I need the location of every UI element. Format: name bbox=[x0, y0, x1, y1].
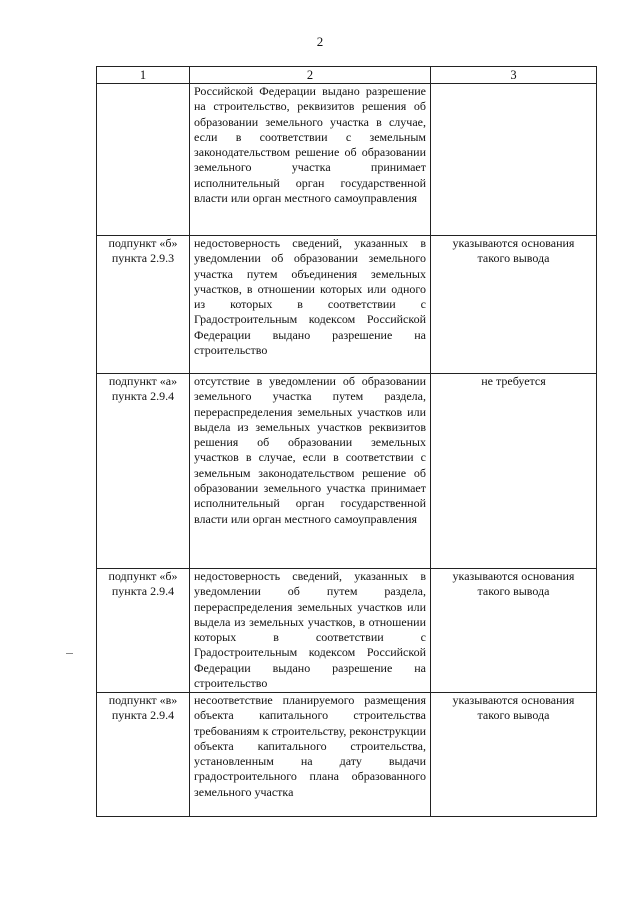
row-text-cell: недостоверность сведений, указанных в уведомлении об образовании земельного участка путем объединения земельных участков, в отношении которых или одного из которых в соответствии с Градостроительным кодексом Российской Федерации выдано разрешение на строительство bbox=[190, 236, 431, 374]
row-reference-cell bbox=[97, 84, 190, 236]
scan-artifact-mark bbox=[66, 653, 73, 654]
row-text-cell: несоответствие планируемого размещения объекта капитального строительства требованиям к строительству, реконструкции объекта капитального строительства, установленным на дату выдачи градостроительного плана образованного земельного участка bbox=[190, 693, 431, 817]
column-header-3: 3 bbox=[431, 67, 597, 84]
row-reference-cell: подпункт «б» пункта 2.9.4 bbox=[97, 569, 190, 693]
row-reference-cell: подпункт «в» пункта 2.9.4 bbox=[97, 693, 190, 817]
column-number-header-row bbox=[97, 67, 597, 84]
row-basis-cell bbox=[431, 84, 597, 236]
row-basis-cell: не требуется bbox=[431, 374, 597, 569]
row-text-cell: недостоверность сведений, указанных в уведомлении об путем раздела, перераспределения земельных участков или выдела из земельных участков, в отношении которых в соответствии с Градостроительным кодексом Российской Федерации выдано разрешение на строительство bbox=[190, 569, 431, 693]
row-reference-cell: подпункт «б» пункта 2.9.3 bbox=[97, 236, 190, 374]
table-row bbox=[97, 84, 597, 236]
row-text-cell: Российской Федерации выдано разрешение на строительство, реквизитов решения об образовании земельного участка в случае, если в соответствии с земельным законодательством решение об образовании земельного участка принимает исполнительный орган государственной власти или орган местного самоуправления bbox=[190, 84, 431, 236]
row-reference-cell: подпункт «а» пункта 2.9.4 bbox=[97, 374, 190, 569]
table-row bbox=[97, 569, 597, 693]
decision-table bbox=[96, 66, 597, 817]
row-basis-cell: указываются основания такого вывода bbox=[431, 693, 597, 817]
row-basis-cell: указываются основания такого вывода bbox=[431, 236, 597, 374]
column-header-1: 1 bbox=[97, 67, 190, 84]
column-header-2: 2 bbox=[190, 67, 431, 84]
page-number: 2 bbox=[316, 34, 324, 49]
row-text-cell: отсутствие в уведомлении об образовании земельного участка путем раздела, перераспределения земельных участков или выдела из земельных участков реквизитов решения об образовании земельных участков в случае, если в соответствии с земельным законодательством решение об образовании земельного участка принимает исполнительный орган государственной власти или орган местного самоуправления bbox=[190, 374, 431, 569]
table-row bbox=[97, 236, 597, 374]
table-row bbox=[97, 693, 597, 817]
table-row bbox=[97, 374, 597, 569]
row-basis-cell: указываются основания такого вывода bbox=[431, 569, 597, 693]
